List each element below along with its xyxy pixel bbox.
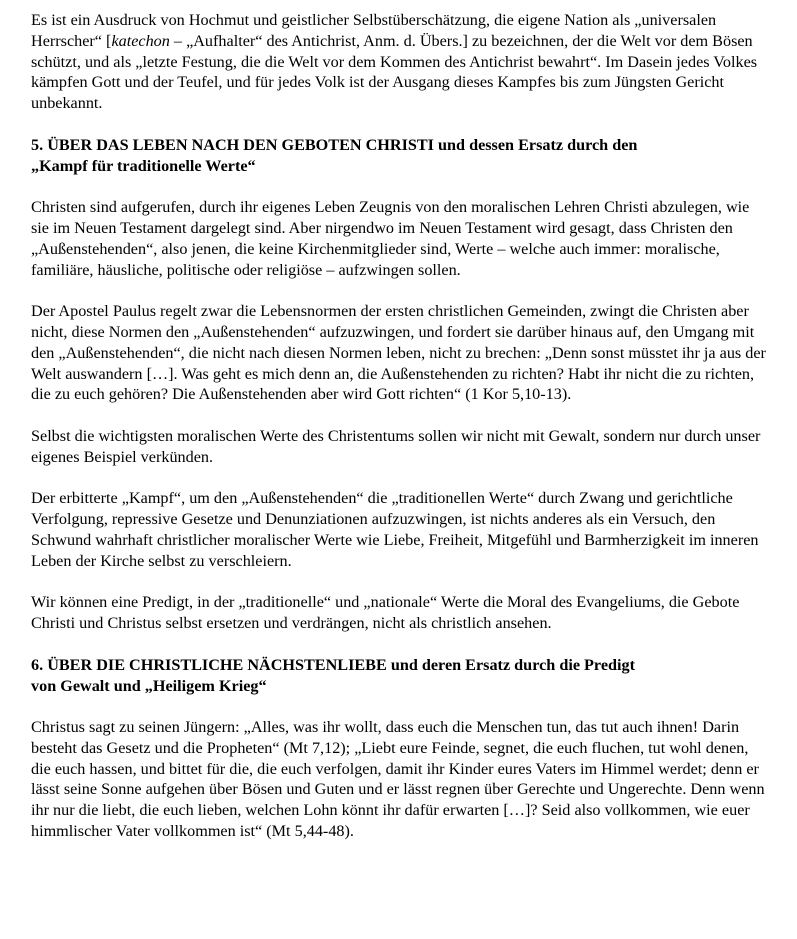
paragraph-gap (31, 572, 771, 593)
paragraph-gap (31, 634, 771, 655)
paragraph-predigt: Wir können eine Predigt, in der „traditionelle“ und „nationale“ Werte die Moral des Evangeliums, die Gebote Christi und Christus selbst ersetzen und verdrängen, nicht als christlich ansehen. (31, 593, 740, 633)
section-heading-6-line1: 6. ÜBER DIE CHRISTLICHE NÄCHSTENLIEBE und deren Ersatz durch die Predigt (31, 655, 635, 674)
paragraph-paulus: Der Apostel Paulus regelt zwar die Lebensnormen der ersten christlichen Gemeinden, zwingt die Christen aber nicht, diese Normen den „Außenstehenden“ aufzuzwingen, und fordert sie darüber hinaus auf, den Umgang mit den „Außenstehenden“, die nicht nach diesen Normen leben, nicht zu brechen: „Denn sonst müsstet ihr ja aus der Welt auswandern […]. Was geht es mich denn an, die Außenstehenden zu richten? Habt ihr nicht die zu richten, die zu euch gehören? Die Außenstehenden aber wird Gott richten“ (1 Kor 5,10-13). (31, 302, 766, 404)
paragraph-hochmut (31, 10, 771, 114)
paragraph-gap (31, 114, 771, 135)
paragraph-beispiel: Selbst die wichtigsten moralischen Werte des Christentums sollen wir nicht mit Gewalt, sondern nur durch unser eigenes Beispiel verkünden. (31, 426, 761, 466)
section-heading-5-line2: „Kampf für traditionelle Werte“ (31, 156, 256, 175)
paragraph-kampf: Der erbitterte „Kampf“, um den „Außenstehenden“ die „traditionellen Werte“ durch Zwang und gerichtliche Verfolgung, repressive Gesetze und Denunziationen aufzuzwingen, ist nichts anderes als ein Versuch, den Schwund wahrhaft christlicher moralischer Werte wie Liebe, Freiheit, Mitgefühl und Barmherzigkeit im inneren Leben der Kirche selbst zu verschleiern. (31, 489, 759, 570)
section-heading-5-line1: 5. ÜBER DAS LEBEN NACH DEN GEBOTEN CHRISTI und dessen Ersatz durch den (31, 135, 638, 154)
document-page (31, 10, 771, 842)
paragraph-zeugnis: Christen sind aufgerufen, durch ihr eigenes Leben Zeugnis von den moralischen Lehren Christi abzulegen, wie sie im Neuen Testament dargelegt sind. Aber nirgendwo im Neuen Testament wird gesagt, dass Christen den „Außenstehenden“, also jenen, die keine Kirchenmitglieder sind, Werte – welche auch immer: moralische, familiäre, häusliche, politische oder religiöse – aufzwingen sollen. (31, 198, 750, 279)
section-heading-6-line2: von Gewalt und „Heiligem Krieg“ (31, 676, 267, 695)
paragraph-nachstenliebe: Christus sagt zu seinen Jüngern: „Alles, was ihr wollt, dass euch die Menschen tun, das tut auch ihnen! Darin besteht das Gesetz und die Propheten“ (Mt 7,12); „Liebt eure Feinde, segnet, die euch fluchen, tut wohl denen, die euch hassen, und bittet für die, die euch verfolgen, damit ihr Kinder eures Vaters im Himmel werdet; denn er lässt seine Sonne aufgehen über Bösen und Guten und er lässt regnen über Gerechte und Ungerechte. Denn wenn ihr nur die liebt, die euch lieben, welchen Lohn könnt ihr dafür erwarten […]? Seid also vollkommen, wie euer himmlischer Vater vollkommen ist“ (Mt 5,44-48). (31, 718, 765, 841)
paragraph-gap (31, 468, 771, 489)
paragraph-gap (31, 176, 771, 197)
paragraph-gap (31, 280, 771, 301)
section-heading-5 (31, 135, 771, 177)
paragraph-gap (31, 696, 771, 717)
section-heading-6 (31, 655, 771, 697)
paragraph-hochmut-part1: Es ist ein Ausdruck von Hochmut und geistlicher Selbstüberschätzung, die eigene Nation als „universalen Herrscher“ [ (31, 11, 717, 50)
paragraph-gap (31, 405, 771, 426)
paragraph-hochmut-part2: – „Aufhalter“ des Antichrist, Anm. d. Übers.] zu bezeichnen, der die Welt vor dem Bösen schützt, und als „letzte Festung, die die Welt vor dem Kommen des Antichrist bewahrt“. Im Dasein jedes Volkes kämpfen Gott und der Teufel, und für jedes Volk ist der Ausgang dieses Kampfes bis zum Jüngsten Gericht unbekannt. (31, 31, 758, 113)
katechon-term: katechon (111, 31, 170, 50)
